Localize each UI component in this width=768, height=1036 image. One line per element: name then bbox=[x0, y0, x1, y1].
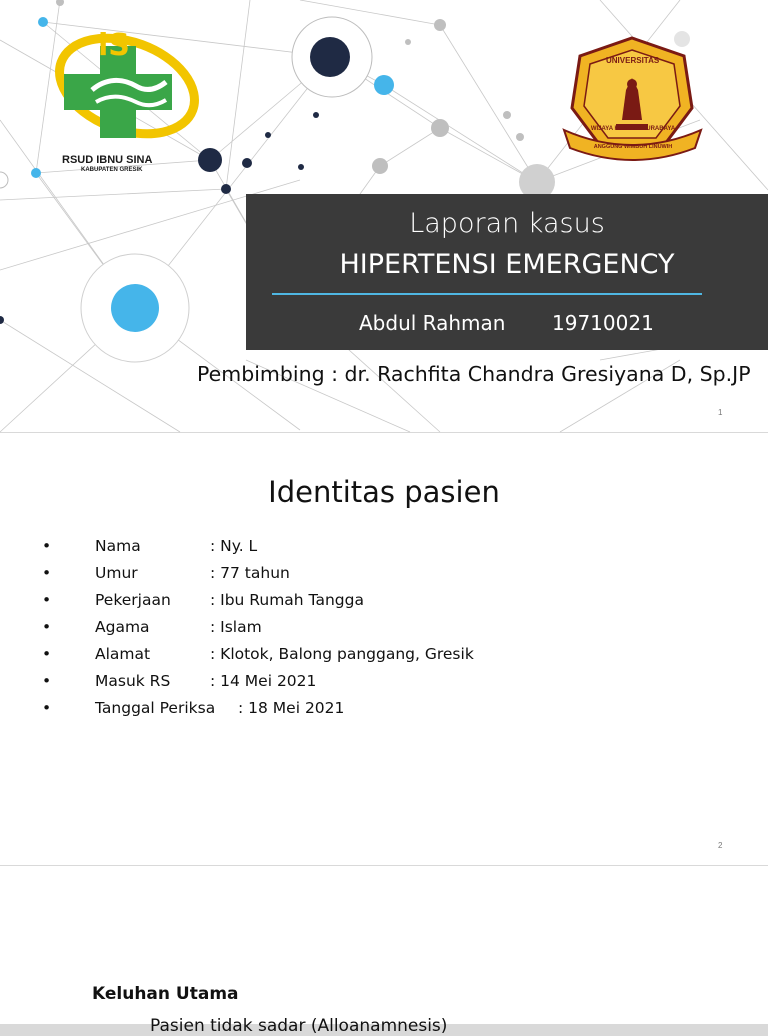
section-heading: Keluhan Utama bbox=[92, 984, 239, 1004]
bullet: • bbox=[42, 672, 52, 690]
slide-2 bbox=[0, 433, 768, 865]
bullet: • bbox=[42, 564, 52, 582]
presentation-title: HIPERTENSI EMERGENCY bbox=[339, 249, 675, 280]
seal-arc-text: WIJAYA KUSUMA SURABAYA bbox=[590, 126, 676, 132]
item-label: Masuk RS bbox=[95, 672, 171, 690]
section-text: Pasien tidak sadar (Alloanamnesis) bbox=[150, 1016, 448, 1036]
hospital-logo bbox=[52, 28, 202, 178]
bullet: • bbox=[42, 591, 52, 609]
supervisor-line: Pembimbing : dr. Rachfita Chandra Gresiyana D, Sp.JP bbox=[197, 362, 751, 386]
page-number: 1 bbox=[718, 408, 723, 417]
item-label: Tanggal Periksa bbox=[95, 699, 216, 717]
item-value: : 14 Mei 2021 bbox=[210, 672, 317, 690]
student-id: 19710021 bbox=[552, 311, 654, 335]
bullet: • bbox=[42, 618, 52, 636]
title-divider bbox=[272, 293, 702, 295]
item-label: Umur bbox=[95, 564, 138, 582]
presentation-subtitle: Laporan kasus bbox=[409, 208, 605, 239]
item-label: Alamat bbox=[95, 645, 151, 663]
seal-ribbon-text: ANGGUNG WIMBUH LINUWIH bbox=[593, 144, 673, 150]
slide-3 bbox=[0, 866, 768, 1036]
item-value: : Ny. L bbox=[210, 537, 258, 555]
item-value: : Islam bbox=[210, 618, 262, 636]
item-value: : 77 tahun bbox=[210, 564, 290, 582]
item-value: : Klotok, Balong panggang, Gresik bbox=[210, 645, 474, 663]
bullet: • bbox=[42, 645, 52, 663]
item-label: Pekerjaan bbox=[95, 591, 171, 609]
page-number: 2 bbox=[718, 841, 723, 850]
author-name: Abdul Rahman bbox=[359, 311, 506, 335]
item-label: Nama bbox=[95, 537, 141, 555]
university-seal bbox=[560, 34, 705, 166]
item-value: : 18 Mei 2021 bbox=[238, 699, 345, 717]
bullet: • bbox=[42, 537, 52, 555]
hospital-name: RSUD IBNU SINA bbox=[62, 154, 153, 166]
bullet: • bbox=[42, 699, 52, 717]
hospital-subtitle: KABUPATEN GRESIK bbox=[81, 167, 143, 173]
hospital-monogram: iS bbox=[98, 28, 130, 63]
item-value: : Ibu Rumah Tangga bbox=[210, 591, 364, 609]
seal-top-text: UNIVERSITAS bbox=[606, 56, 660, 65]
title-box bbox=[246, 194, 768, 350]
item-label: Agama bbox=[95, 618, 150, 636]
slide-1 bbox=[0, 0, 768, 432]
slide-title: Identitas pasien bbox=[268, 475, 500, 509]
